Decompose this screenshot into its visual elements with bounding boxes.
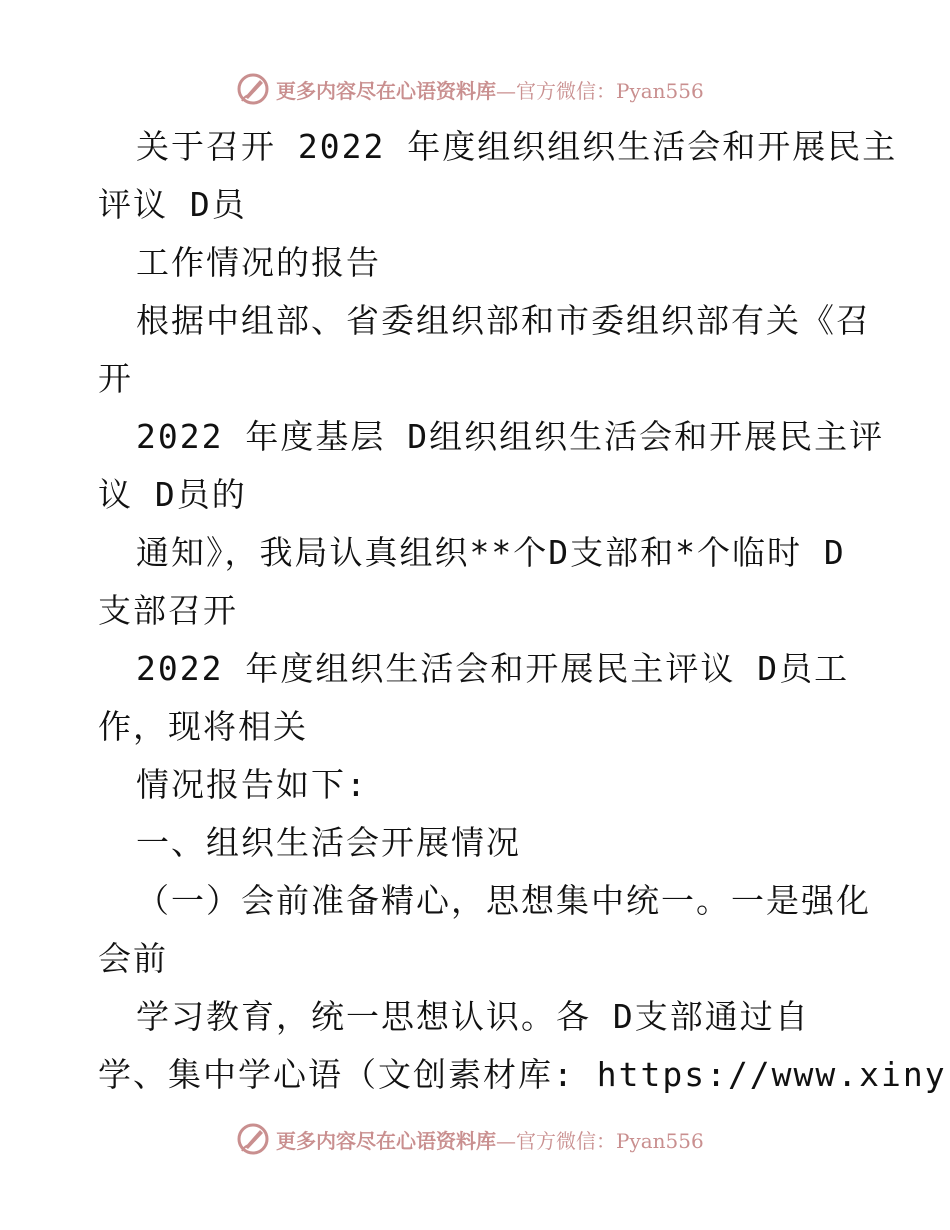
doc-line: 学习教育，统一思想认识。各 D支部通过自 [136,997,810,1036]
doc-line: 一、组织生活会开展情况 [136,823,521,862]
quill-circle-logo-icon [236,72,270,106]
watermark-brand: 更多内容尽在心语资料库 [276,78,496,103]
footer-watermark-banner [236,1122,716,1156]
doc-line: 根据中组部、省委组织部和市委组织部有关《召 [136,301,871,340]
watermark-official-account: —官方微信：Pyan556 [496,1128,704,1153]
doc-line: 2022 年度组织生活会和开展民主评议 D员工 [136,649,850,688]
watermark-brand: 更多内容尽在心语资料库 [276,1128,496,1153]
doc-line: 会前 [98,939,168,978]
doc-line: 支部召开 [98,591,238,630]
watermark-text [276,1125,704,1154]
doc-line: 作，现将相关 [98,707,308,746]
doc-line: 评议 D员 [98,185,247,224]
doc-line: （一）会前准备精心，思想集中统一。一是强化 [136,881,871,920]
watermark-official-account: —官方微信：Pyan556 [496,78,704,103]
doc-line: 工作情况的报告 [136,243,381,282]
doc-line: 2022 年度基层 D组织组织生活会和开展民主评 [136,417,885,456]
header-watermark-banner [236,72,716,106]
document-body [98,118,947,1104]
doc-line: 开 [98,359,133,398]
watermark-text [276,75,704,104]
doc-line: 通知》，我局认真组织**个D支部和*个临时 D [136,533,846,572]
quill-circle-logo-icon [236,1122,270,1156]
doc-line: 议 D员的 [98,475,247,514]
doc-line: 学、集中学心语（文创素材库: https://www.xiny [98,1055,947,1094]
doc-line: 关于召开 2022 年度组织组织生活会和开展民主 [136,127,898,166]
doc-line: 情况报告如下: [136,765,368,804]
